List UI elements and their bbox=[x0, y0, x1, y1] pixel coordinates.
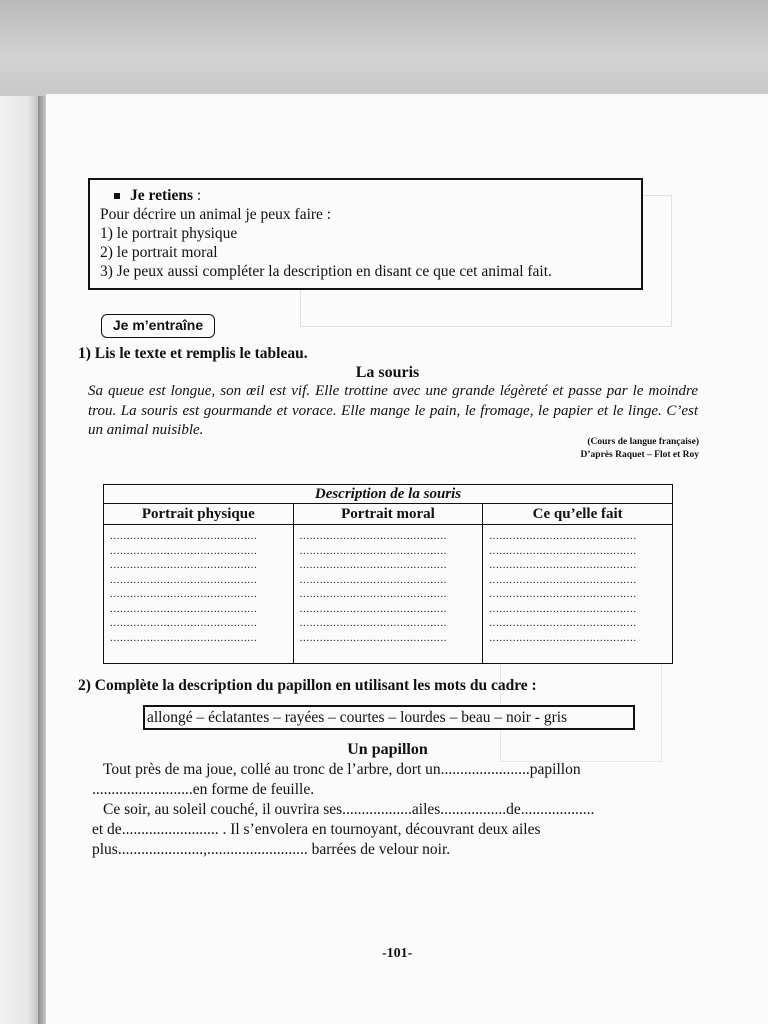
fill-line[interactable]: Tout près de ma joue, collé au tronc de l’arbre, dort un.......................papillon bbox=[103, 761, 581, 778]
papillon-title: Un papillon bbox=[347, 741, 428, 758]
fill-line[interactable]: plus......................,.......................... barrées de velour noir. bbox=[92, 841, 451, 858]
je-retiens-box bbox=[88, 178, 643, 290]
retiens-intro: Pour décrire un animal je peux faire : bbox=[100, 206, 332, 223]
retiens-title-suffix: : bbox=[192, 187, 202, 204]
retiens-item: 2) le portrait moral bbox=[100, 244, 218, 261]
table-blank-cell[interactable]: ............................................ ............................................ ............................................ ............................................ ............................................ ............................................ ............................................ ............................................ bbox=[483, 525, 673, 664]
table-caption: Description de la souris bbox=[104, 485, 673, 504]
fill-line[interactable]: Ce soir, au soleil couché, il ouvrira ses..................ailes.................de................... bbox=[103, 801, 595, 818]
exercise-1-instruction: 1) Lis le texte et remplis le tableau. bbox=[78, 345, 308, 362]
background-top bbox=[0, 0, 768, 96]
left-page-edge bbox=[0, 96, 40, 1024]
source-line-2: D’après Raquet – Flot et Roy bbox=[580, 450, 699, 460]
retiens-item: 1) le portrait physique bbox=[100, 225, 238, 242]
table-blank-cell[interactable]: ............................................ ............................................ ............................................ ............................................ ............................................ ............................................ ............................................ ............................................ bbox=[104, 525, 294, 664]
retiens-title: Je retiens bbox=[130, 187, 193, 204]
fill-line[interactable]: et de......................... . Il s’envolera en tournoyant, découvrant deux ailes bbox=[92, 821, 541, 838]
description-table bbox=[103, 484, 673, 664]
page-number: -101- bbox=[382, 946, 413, 961]
fill-line[interactable]: ..........................en forme de feuille. bbox=[92, 781, 315, 798]
table-header: Portrait moral bbox=[293, 504, 483, 525]
text-title: La souris bbox=[355, 364, 420, 381]
bullet-icon bbox=[114, 193, 120, 199]
table-header: Portrait physique bbox=[104, 504, 294, 525]
table-header: Ce qu’elle fait bbox=[483, 504, 673, 525]
entraine-badge: Je m’entraîne bbox=[101, 314, 215, 338]
word-box: allongé – éclatantes – rayées – courtes – lourdes – beau – noir - gris bbox=[143, 705, 635, 730]
reading-text: Sa queue est longue, son œil est vif. Elle trottine avec une grande légèreté et passe par le moindre trou. La souris est gourmande et vorace. Elle mange le pain, le fromage, le papier et le linge. C’est un animal nuisible. bbox=[88, 383, 698, 438]
table-blank-cell[interactable]: ............................................ ............................................ ............................................ ............................................ ............................................ ............................................ ............................................ ............................................ bbox=[293, 525, 483, 664]
exercise-2-instruction: 2) Complète la description du papillon en utilisant les mots du cadre : bbox=[78, 677, 537, 694]
source-line-1: (Cours de langue française) bbox=[587, 437, 699, 447]
retiens-item: 3) Je peux aussi compléter la description en disant ce que cet animal fait. bbox=[100, 263, 552, 280]
